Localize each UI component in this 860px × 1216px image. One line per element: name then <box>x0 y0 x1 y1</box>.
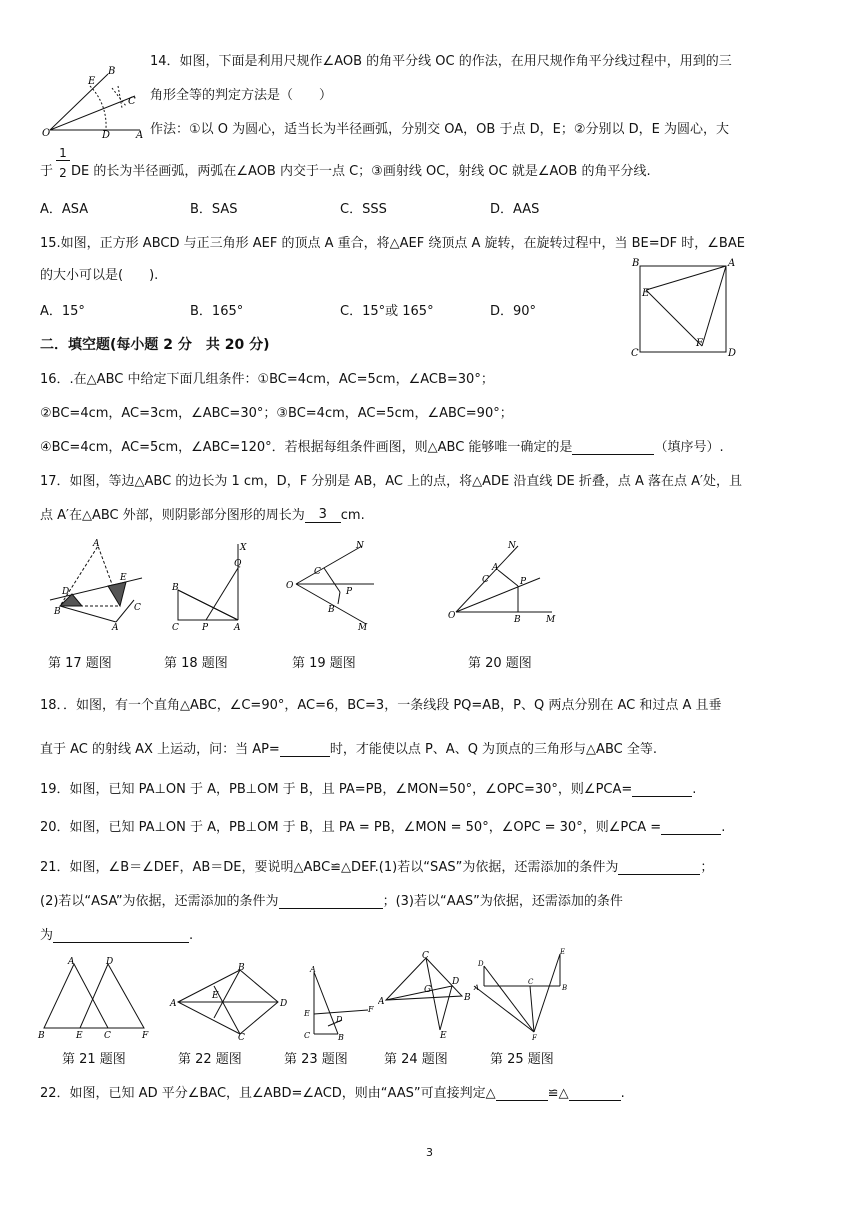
q16-line3-text: ④BC=4cm，AC=5cm，∠ABC=120°．若根据每组条件画图，则△ABC 能够唯一确定的是 <box>40 440 573 455</box>
fig25-label-B: B <box>562 984 568 992</box>
q19-tail: . <box>692 782 697 797</box>
q22-text: 22．如图，已知 AD 平分∠BAC，且∠ABD=∠ACD，则由“AAS”可直接判定△ <box>40 1086 496 1101</box>
caption-fig21: 第 21 题图 <box>62 1052 126 1067</box>
q18-answer-blank <box>280 741 330 757</box>
fig20-label-N: N <box>508 541 516 551</box>
caption-fig17: 第 17 题图 <box>48 656 112 671</box>
q21-line2-mid: ；(3)若以“AAS”为依据，还需添加的条件 <box>382 894 623 909</box>
q19-text: 19．如图，已知 PA⊥ON 于 A，PB⊥OM 于 B，且 PA=PB，∠MON=50°，∠OPC=30°，则∠PCA= <box>40 782 633 797</box>
fig19-label-O: O <box>286 581 294 591</box>
fig25 <box>470 944 574 1040</box>
fig18-label-C: C <box>172 623 179 632</box>
fig20-label-B: B <box>514 615 521 625</box>
q22-blank-2 <box>569 1085 621 1101</box>
q21-blank-1 <box>618 859 700 875</box>
fig25-label-E: E <box>560 948 566 956</box>
fig24-label-B: B <box>464 993 471 1003</box>
fig25-label-F: F <box>532 1034 537 1040</box>
q15-option-a: A．15° <box>40 304 85 319</box>
q15-label-F: F <box>696 338 703 349</box>
q18-line1: 18．．如图，有一个直角△ABC，∠C=90°，AC=6，BC=3，一条线段 PQ=AB，P、Q 两点分别在 AC 和过点 A 且垂 <box>40 698 722 713</box>
q19-answer-blank <box>632 781 692 797</box>
q21-line3-tail: . <box>189 928 194 943</box>
fig25-label-C: C <box>528 978 534 986</box>
q21-blank-2 <box>279 893 383 909</box>
fig22-label-E: E <box>212 991 219 1001</box>
q14-label-A: A <box>136 130 144 140</box>
fig21-label-B: B <box>38 1031 45 1038</box>
fig22-label-B: B <box>238 963 245 973</box>
fig24 <box>378 950 478 1040</box>
q15-label-C: C <box>631 348 639 359</box>
fig18-label-A: A <box>234 623 241 632</box>
fig20-label-C: C <box>482 575 489 585</box>
q21-line1 <box>40 856 713 875</box>
q14-frac-den: 2 <box>59 166 67 180</box>
q21-blank-3 <box>53 927 189 943</box>
caption-fig25: 第 25 题图 <box>490 1052 554 1067</box>
q20-answer-blank <box>661 819 721 835</box>
q17-line1: 17．如图，等边△ABC 的边长为 1 cm，D，F 分别是 AB，AC 上的点，将△ADE 沿直线 DE 折叠，点 A 落在点 A′处，且 <box>40 474 742 489</box>
fig20-label-P: P <box>520 577 527 587</box>
fig21 <box>36 954 156 1038</box>
q14-label-D: D <box>102 130 111 140</box>
q14-line3: 作法：①以 O 为圆心，适当长为半径画弧，分别交 OA，OB 于点 D，E；②分别以 D，E 为圆心，大 <box>150 122 729 137</box>
fig17-label-A: A <box>93 539 100 549</box>
q21-line2 <box>40 890 623 909</box>
fig24-label-G: G <box>424 985 432 995</box>
q21-line1-text: 21．如图，∠B＝∠DEF，AB＝DE，要说明△ABC≌△DEF.(1)若以“SAS”为依据，还需添加的条件为 <box>40 860 619 875</box>
fig20-label-O: O <box>448 611 456 621</box>
fig18-label-B: B <box>172 583 179 593</box>
q14-line4-pre: 于 <box>40 164 54 179</box>
fig17-label-A-prime: A <box>112 623 119 630</box>
fig21-label-D: D <box>106 957 114 967</box>
q16-line2: ②BC=4cm，AC=3cm，∠ABC=30°；③BC=4cm，AC=5cm，∠ABC=90°； <box>40 406 513 421</box>
q15-label-B: B <box>632 258 640 269</box>
page-number: 3 <box>426 1146 433 1159</box>
q17-line2-post: cm. <box>340 508 365 523</box>
q19-line <box>40 778 696 797</box>
fig24-label-A: A <box>378 997 385 1007</box>
q18-line2-post: 时，才能使以点 P、A、Q 为顶点的三角形与△ABC 全等. <box>329 742 657 757</box>
fig17-label-E: E <box>120 573 127 583</box>
q15-line1: 15.如图，正方形 ABCD 与正三角形 AEF 的顶点 A 重合，将△AEF 绕顶点 A 旋转，在旋转过程中，当 BE=DF 时，∠BAE <box>40 236 745 251</box>
q17-line2 <box>40 504 365 523</box>
q20-text: 20．如图，已知 PA⊥ON 于 A，PB⊥OM 于 B，且 PA = PB，∠MON = 50°，∠OPC = 30°，则∠PCA = <box>40 820 662 835</box>
fig19 <box>284 540 380 632</box>
fig25-label-A: A <box>474 984 480 992</box>
fig24-label-E: E <box>440 1031 447 1040</box>
fig18 <box>166 540 252 632</box>
q14-option-d: D．AAS <box>490 202 540 217</box>
q22-line <box>40 1082 625 1101</box>
q15-label-A: A <box>728 258 736 269</box>
q16-line3-tail: （填序号）. <box>654 440 724 455</box>
q16-line3 <box>40 436 724 455</box>
fig19-label-P: P <box>346 587 353 597</box>
q15-line2: 的大小可以是( ). <box>40 268 159 283</box>
fig19-label-C: C <box>314 567 321 577</box>
q14-figure <box>40 64 150 140</box>
q14-line1: 14．如图，下面是利用尺规作∠AOB 的角平分线 OC 的作法，在用尺规作角平分线过程中，用到的三 <box>150 54 732 69</box>
fig17 <box>46 538 146 630</box>
q15-option-b: B．165° <box>190 304 244 319</box>
q20-line <box>40 816 725 835</box>
q15-option-d: D．90° <box>490 304 537 319</box>
fig17-label-B: B <box>54 607 61 617</box>
q15-label-E: E <box>642 288 650 299</box>
q15-figure <box>628 256 740 360</box>
caption-fig23: 第 23 题图 <box>284 1052 348 1067</box>
q15-option-c: C．15°或 165° <box>340 304 434 319</box>
q14-label-E: E <box>88 76 96 87</box>
q21-line3 <box>40 924 193 943</box>
caption-fig20: 第 20 题图 <box>468 656 532 671</box>
caption-fig19: 第 19 题图 <box>292 656 356 671</box>
fig18-label-P: P <box>202 623 209 632</box>
fig23-label-C: C <box>304 1031 311 1040</box>
fig25-label-D: D <box>478 960 484 968</box>
q16-line1: 16．.在△ABC 中给定下面几组条件：①BC=4cm，AC=5cm，∠ACB=30°； <box>40 372 494 387</box>
q21-line1-tail: ； <box>700 860 714 875</box>
fig18-label-Q: Q <box>234 559 242 569</box>
fig22-label-D: D <box>280 999 288 1009</box>
q20-tail: . <box>721 820 726 835</box>
fig22-label-A: A <box>170 999 177 1009</box>
q14-option-c: C．SSS <box>340 202 387 217</box>
q14-frac-num: 1 <box>56 146 70 161</box>
fig21-label-C: C <box>104 1031 111 1038</box>
fig23-label-E: E <box>304 1009 310 1018</box>
fig23-label-D: D <box>336 1015 343 1024</box>
q14-label-O: O <box>42 128 51 139</box>
q21-line2-text: (2)若以“ASA”为依据，还需添加的条件为 <box>40 894 279 909</box>
caption-fig22: 第 22 题图 <box>178 1052 242 1067</box>
fig21-label-E: E <box>76 1031 83 1038</box>
q16-answer-blank <box>572 439 654 455</box>
fig20-label-M: M <box>546 615 556 625</box>
fig20-label-A: A <box>492 563 499 573</box>
q14-line4 <box>40 160 651 179</box>
fig23-label-A: A <box>310 965 316 974</box>
q17-line2-pre: 点 A′在△ABC 外部，则阴影部分图形的周长为 <box>40 508 305 523</box>
q14-label-B: B <box>108 66 116 77</box>
q18-line2-pre: 直于 AC 的射线 AX 上运动，问：当 AP= <box>40 742 280 757</box>
q15-label-D: D <box>728 348 737 359</box>
q22-blank-1 <box>496 1085 548 1101</box>
caption-fig24: 第 24 题图 <box>384 1052 448 1067</box>
q14-option-b: B．SAS <box>190 202 238 217</box>
fig21-label-A: A <box>68 957 75 967</box>
caption-fig18: 第 18 题图 <box>164 656 228 671</box>
fig20 <box>448 538 560 630</box>
fig21-label-F: F <box>142 1031 149 1038</box>
fig24-label-D: D <box>452 977 460 987</box>
fig23-label-F: F <box>368 1005 374 1014</box>
section2-heading: 二．填空题(每小题 2 分 共 20 分) <box>40 337 270 353</box>
q17-answer: 3 <box>305 507 341 523</box>
fig19-label-N: N <box>356 541 364 551</box>
fig22 <box>168 962 288 1040</box>
fig22-label-C: C <box>238 1033 245 1040</box>
q18-line2 <box>40 738 657 757</box>
fig23-label-B: B <box>338 1033 344 1040</box>
fig19-label-B: B <box>328 605 335 615</box>
q14-option-a: A．ASA <box>40 202 89 217</box>
fig18-label-X: X <box>240 543 247 553</box>
fig24-label-C: C <box>422 951 429 961</box>
fig19-label-M: M <box>358 623 368 632</box>
q14-line4-post: DE 的长为半径画弧，两弧在∠AOB 内交于一点 C；③画射线 OC，射线 OC 就是∠AOB 的角平分线. <box>71 164 651 179</box>
fig23 <box>298 964 378 1040</box>
q14-line2: 角形全等的判定方法是（ ） <box>150 88 333 103</box>
fig17-label-C: C <box>134 603 141 613</box>
q14-label-C: C <box>128 96 136 107</box>
q21-line3-text: 为 <box>40 928 54 943</box>
q22-tail: . <box>620 1086 625 1101</box>
fig17-label-D: D <box>62 587 70 597</box>
q22-mid: ≌△ <box>547 1086 569 1101</box>
